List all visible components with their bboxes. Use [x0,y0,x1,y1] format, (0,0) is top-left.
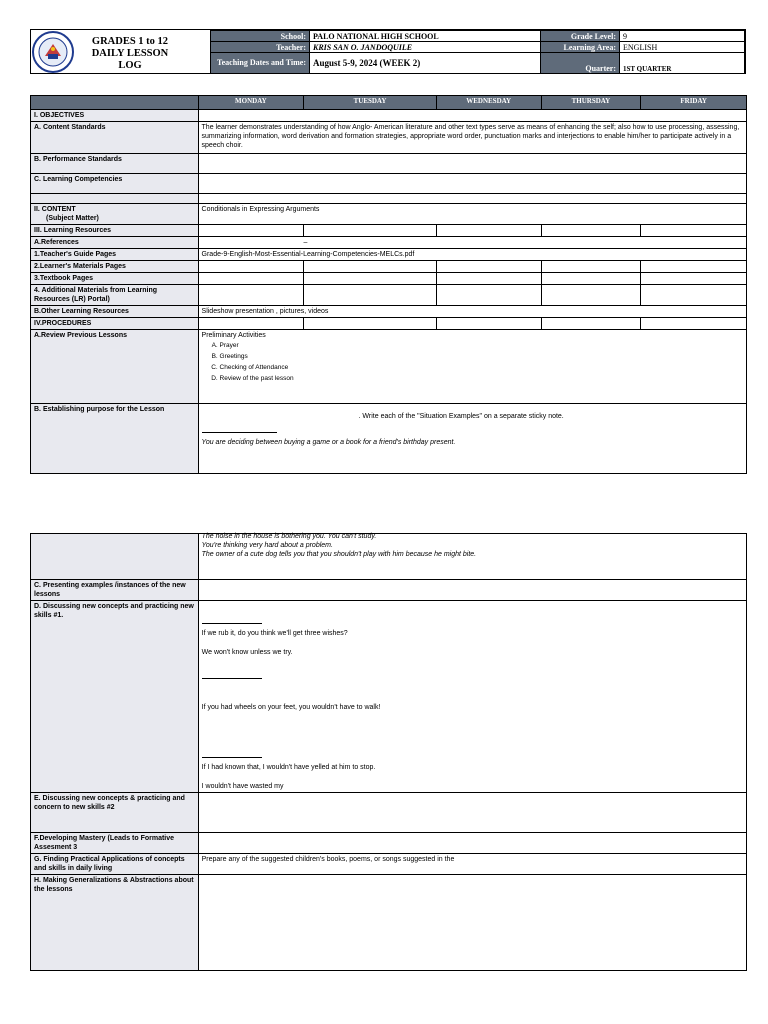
content-standards-label: A. Content Standards [31,122,199,154]
purpose-label: B. Establishing purpose for the Lesson [31,404,199,474]
school-label: School: [211,31,310,42]
objectives-label: I. OBJECTIVES [31,110,199,122]
lr-portal-label: 4. Additional Materials from Learning Resources (LR) Portal) [31,285,199,306]
content-value: Conditionals in Expressing Arguments [198,204,746,225]
school-value: PALO NATIONAL HIGH SCHOOL [310,31,541,42]
other-resources-value: Slideshow presentation , pictures, videos [198,306,746,318]
practical-applications-value: Prepare any of the suggested children's books, poems, or songs suggested in the [198,854,746,875]
teacher-label: Teacher: [211,42,310,53]
day-thursday: THURSDAY [541,96,641,110]
performance-standards-label: B. Performance Standards [31,154,199,174]
list-item: D. Review of the past lesson [220,373,743,384]
generalizations-label: H. Making Generalizations & Abstractions about the lessons [31,875,199,971]
dates-label: Teaching Dates and Time: [211,53,310,74]
page-title: GRADES 1 to 12 DAILY LESSON LOG [91,36,169,71]
day-tuesday: TUESDAY [304,96,437,110]
lesson-log-table-page1 [30,95,747,474]
situation-examples: The noise in the house is bothering you. You can't study. You're thinking very hard about a problem. The owner of a cute dog tells you that you shouldn't play with him because he might bite. [198,534,746,580]
review-content: Preliminary Activities A. Prayer B. Greetings C. Checking of Attendance D. Review of the past lesson [198,330,746,404]
grade-label: Grade Level: [541,31,620,42]
textbook-pages-label: 3.Textbook Pages [31,273,199,285]
learning-competencies-label: C. Learning Competencies [31,174,199,194]
teachers-guide-value: Grade-9-English-Most-Essential-Learning-Competencies-MELCs.pdf [198,249,746,261]
day-monday: MONDAY [198,96,304,110]
discussing-concepts-1-content: If we rub it, do you think we'll get three wishes? We won't know unless we try. If you had wheels on your feet, you wouldn't have to walk! If I had known that, I wouldn't have yelled at him to stop. I wouldn't have wasted my [198,601,746,793]
references-label: A.References [31,237,199,249]
procedures-label: IV.PROCEDURES [31,318,199,330]
lesson-log-table-page2 [30,533,747,971]
content-label: II. CONTENT (Subject Matter) [31,204,199,225]
presenting-examples-label: C. Presenting examples /instances of the new lessons [31,580,199,601]
discussing-concepts-2-label: E. Discussing new concepts & practicing and concern to new skills #2 [31,793,199,833]
review-label: A.Review Previous Lessons [31,330,199,404]
purpose-content: . Write each of the "Situation Examples" on a separate sticky note. You are deciding between buying a game or a book for a friend's birthday present. [198,404,746,474]
grade-value: 9 [620,31,745,42]
list-item: C. Checking of Attendance [220,362,743,373]
dates-value: August 5-9, 2024 (WEEK 2) [310,53,541,74]
area-value: ENGLISH [620,42,745,53]
day-wednesday: WEDNESDAY [436,96,541,110]
quarter-label: Quarter: [541,53,620,74]
area-label: Learning Area: [541,42,620,53]
deped-seal-icon [31,30,75,74]
content-standards-text: The learner demonstrates understanding of how Anglo- American literature and other text types serve as means of enhancing the self; also how to use processing, assessing, summarizing information, word derivation and formation strategies, appropriate word order, punctuation marks and interjections to enable him/her to participate actively in a speech choir. [198,122,746,154]
list-item: B. Greetings [220,351,743,362]
teacher-value: KRIS SAN O. JANDOQUILE [310,42,541,53]
list-item: A. Prayer [220,340,743,351]
discussing-concepts-1-label: D. Discussing new concepts and practicing new skills #1. [31,601,199,793]
other-resources-label: B.Other Learning Resources [31,306,199,318]
day-header-blank [31,96,199,110]
learning-resources-label: III. Learning Resources [31,225,199,237]
header-info-table [210,30,745,74]
practical-applications-label: G. Finding Practical Applications of concepts and skills in daily living [31,854,199,875]
day-friday: FRIDAY [641,96,747,110]
prelim-list [202,340,743,384]
references-value: – [198,237,746,249]
teachers-guide-label: 1.Teacher's Guide Pages [31,249,199,261]
learners-materials-label: 2.Learner's Materials Pages [31,261,199,273]
quarter-value: 1ST QUARTER [620,53,745,74]
developing-mastery-label: F.Developing Mastery (Leads to Formative Assesment 3 [31,833,199,854]
